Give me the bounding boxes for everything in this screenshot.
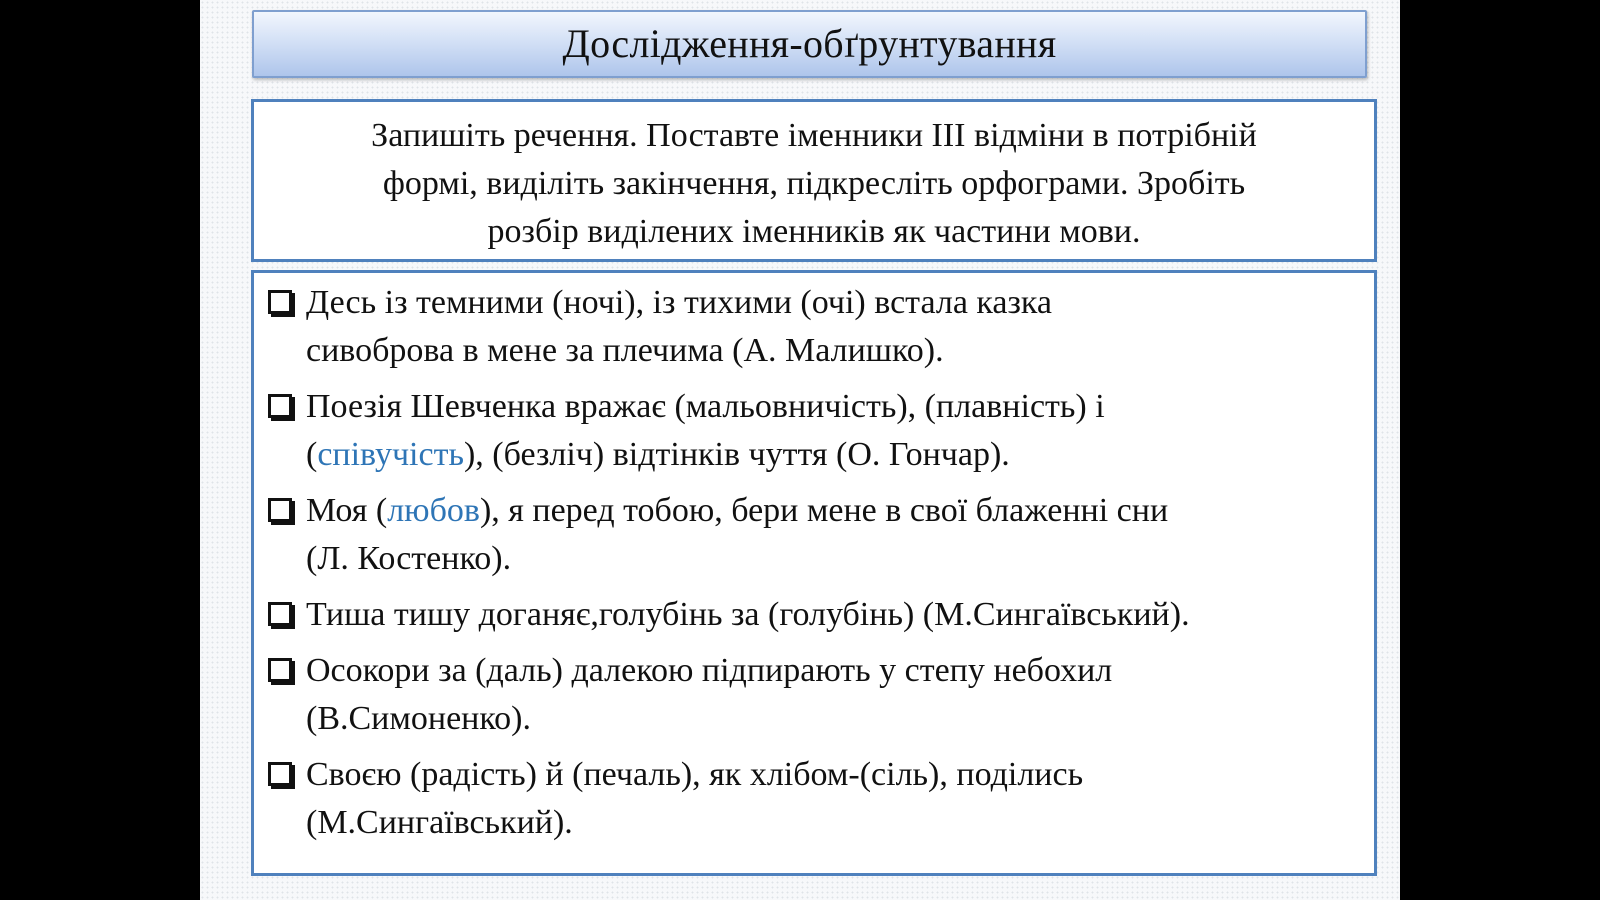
checkbox-icon xyxy=(268,498,292,522)
sentence-text xyxy=(306,591,1364,639)
slide xyxy=(200,0,1400,900)
list-item xyxy=(268,279,1364,375)
checkbox-icon xyxy=(268,394,292,418)
sentence-line xyxy=(306,487,1364,535)
sentence-line: Поезія Шевченка вражає (мальовничість), (плавність) і xyxy=(306,388,1105,425)
sentence-line xyxy=(306,431,1364,479)
highlighted-word: любов xyxy=(387,492,480,529)
task-line-1: Запишіть речення. Поставте іменники ІІІ відміни в потрібній xyxy=(371,117,1257,154)
slide-title: Дослідження-обґрунтування xyxy=(562,21,1057,66)
text-fragment: ), (безліч) відтінків чуття (О. Гончар). xyxy=(463,436,1010,473)
sentence-line: сивоброва в мене за плечима (А. Малишко). xyxy=(306,332,944,369)
list-item xyxy=(268,591,1364,639)
checkbox-icon xyxy=(268,658,292,682)
sentence-text xyxy=(306,487,1364,583)
sentence-list xyxy=(251,270,1377,876)
list-item xyxy=(268,751,1364,847)
sentence-line: (Л. Костенко). xyxy=(306,540,512,577)
list-item xyxy=(268,487,1364,583)
sentence-line: (М.Сингаївський). xyxy=(306,804,573,841)
text-fragment: ), я перед тобою, бери мене в свої блаженні сни xyxy=(479,492,1169,529)
sentence-text xyxy=(306,279,1364,375)
sentence-line: Осокори за (даль) далекою підпирають у степу небохил xyxy=(306,652,1113,689)
checkbox-icon xyxy=(268,602,292,626)
task-box xyxy=(251,99,1377,262)
title-bar xyxy=(252,10,1367,78)
task-line-3: розбір виділених іменників як частини мови. xyxy=(487,213,1141,250)
checkbox-icon xyxy=(268,290,292,314)
text-fragment: ( xyxy=(306,436,318,473)
text-fragment: Моя ( xyxy=(306,492,388,529)
list-item xyxy=(268,383,1364,479)
sentence-line: Тиша тишу доганяє,голубінь за (голубінь) (М.Сингаївський). xyxy=(306,596,1190,633)
sentence-line: Своєю (радість) й (печаль), як хлібом-(сіль), поділись xyxy=(306,756,1084,793)
highlighted-word: співучість xyxy=(317,436,464,473)
sentence-text xyxy=(306,383,1364,479)
task-line-2: формі, виділіть закінчення, підкресліть орфограми. Зробіть xyxy=(382,165,1246,202)
checkbox-icon xyxy=(268,762,292,786)
sentence-text xyxy=(306,647,1364,743)
sentence-line: (В.Симоненко). xyxy=(306,700,531,737)
list-item xyxy=(268,647,1364,743)
sentence-line: Десь із темними (ночі), із тихими (очі) встала казка xyxy=(306,284,1053,321)
sentence-text xyxy=(306,751,1364,847)
